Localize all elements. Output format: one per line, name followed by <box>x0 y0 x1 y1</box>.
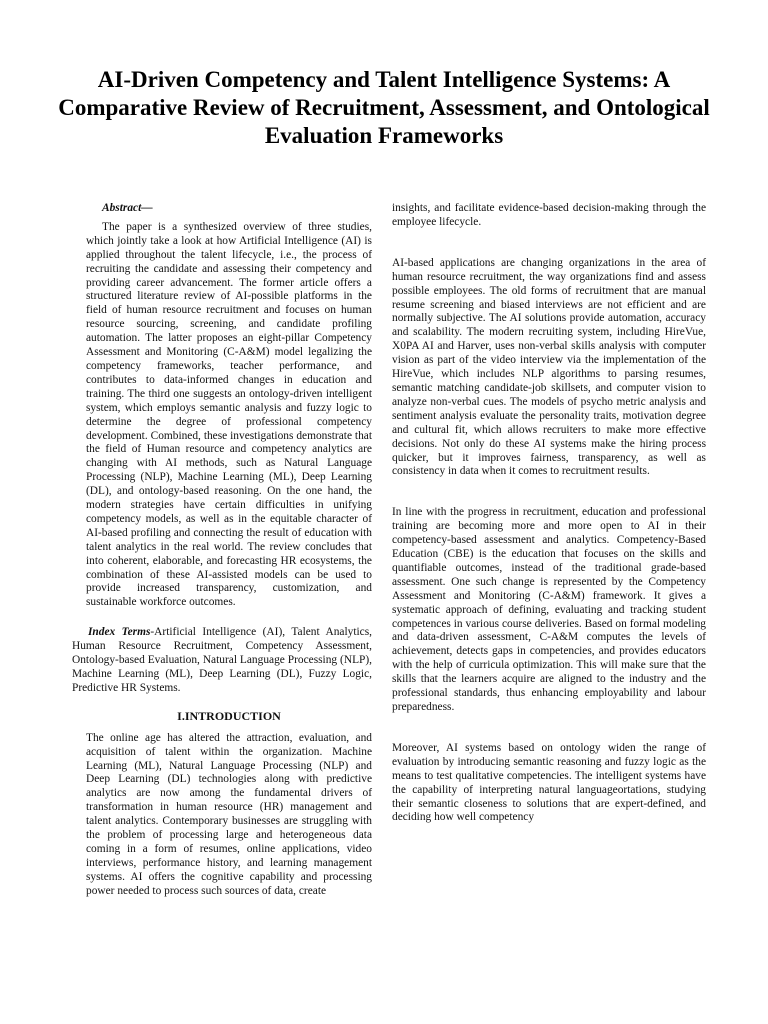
left-column <box>72 202 372 899</box>
paragraph-competency-education: In line with the progress in recruitment, education and professional training are becoming more and more open to AI in their competency-based assessment and analytics. Competency-Based Education (CBE) is the education that focuses on the skills and quantifiable outcomes, instead of the traditional grade-based assessment. One such change is represented by the Competency Assessment and Monitoring (C-A&M) framework. It gives a systematic approach of defining, evaluating and tracking student competences in various course deliveries. Based on formal modeling and data-driven assessment, C-A&M computes the levels of achievement, detects gaps in competencies, and provides educators with the help of curricula optimization. This will make sure that the skills that the learners acquire are aligned to the industry and the professional standards, thus enhancing employability and labour preparedness. <box>392 506 706 713</box>
section-heading-introduction: I.INTRODUCTION <box>177 708 281 723</box>
abstract-heading: Abstract— <box>102 202 153 214</box>
paper-title: AI-Driven Competency and Talent Intelligence Systems: A Comparative Review of Recruitment, Assessment, and Ontological Evaluation Frameworks <box>58 67 710 148</box>
abstract-body: The paper is a synthesized overview of three studies, which jointly take a look at how Artificial Intelligence (AI) is applied throughout the talent lifecycle, i.e., the process of recruiting the candidate and assessing their competency and providing career advancement. The former article offers a structured literature review of AI-possible platforms in the field of human resource recruitment and focuses on human resource sourcing, screening, and candidate profiling automation. The latter proposes an eight-pillar Competency Assessment and Monitoring (C-A&M) model legalizing the competency frameworks, teacher performance, and contributes to data-informed changes in education and training. The third one suggests an ontology-driven intelligent system, which employs semantic analysis and fuzzy logic to determine the degree of professional competency development. Combined, these investigations demonstrate that the field of Human resource and competency analytics are changing with AI methods, such as Natural Language Processing (NLP), Machine Learning (ML), Deep Learning (DL), and ontology-based reasoning. On the one hand, the modern strategies have certain difficulties in unifying competency models, as well as in the equitable character of AI-based profiling and connecting the result of education with talent analytics in the real world. The review concludes that into coherent, elaborable, and forecasting HR ecosystems, the combination of these AI-assisted models can be used to provide increased transparency, customization, and sustainable workforce outcomes. <box>86 220 372 609</box>
index-terms-text: -Artificial Intelligence (AI), Talent Analytics, Human Resource Recruitment, Competency Assessment, Ontology-based Evaluation, Natural Language Processing (NLP), Machine Learning (ML), Deep Learning (DL), Fuzzy Logic, Predictive HR Systems. <box>72 626 372 694</box>
right-column <box>392 202 706 852</box>
introduction-continuation: insights, and facilitate evidence-based decision-making through the employee lifecycle. <box>392 202 706 228</box>
paragraph-recruitment: AI-based applications are changing organizations in the area of human resource recruitment, the way organizations find and assess possible employees. The old forms of recruitment that are manual resume screening and biased interviews are not efficient and are normally subjective. The AI solutions provide automation, accuracy and scalability. The modern recruiting system, including HireVue, X0PA AI and Harver, uses non-verbal skills analysis with computer vision as part of the video interview via the implementation of the HireVue, which includes NLP algorithms to parsing resumes, semantic matching candidate-job skillsets, and computer vision to analyze non-verbal cues. The models of psycho metric analysis and sentiment analysis evaluate the personality traits, motivation degree and cultural fit, which allows recruiters to make more effective decisions. Not only do these AI systems make the hiring process quicker, but it improves fairness, transparency, as well as consistency in data when it comes to recruitment results. <box>392 256 706 478</box>
introduction-body: The online age has altered the attraction, evaluation, and acquisition of talent within the organization. Machine Learning (ML), Natural Language Processing (NLP) and Deep Learning (DL) technologies along with predictive analytics are now among the fundamental drivers of transformation in human resource (HR) management and talent analytics. Contemporary businesses are struggling with the problem of processing large and heterogeneous data coming in a form of resumes, online applications, video interviews, performance history, and learning management systems. AI offers the cognitive capability and processing power needed to process such sources of data, create <box>86 731 372 897</box>
paragraph-ontology-systems: Moreover, AI systems based on ontology widen the range of evaluation by introducing semantic reasoning and fuzzy logic as the means to test qualitative competencies. The intelligent systems have the capability of interpreting natural languageortations, studying their semantic closeness to solutions that are expert-defined, and deciding how well competency <box>392 741 706 824</box>
index-terms-label: Index Terms <box>88 626 151 639</box>
index-terms <box>72 626 372 696</box>
